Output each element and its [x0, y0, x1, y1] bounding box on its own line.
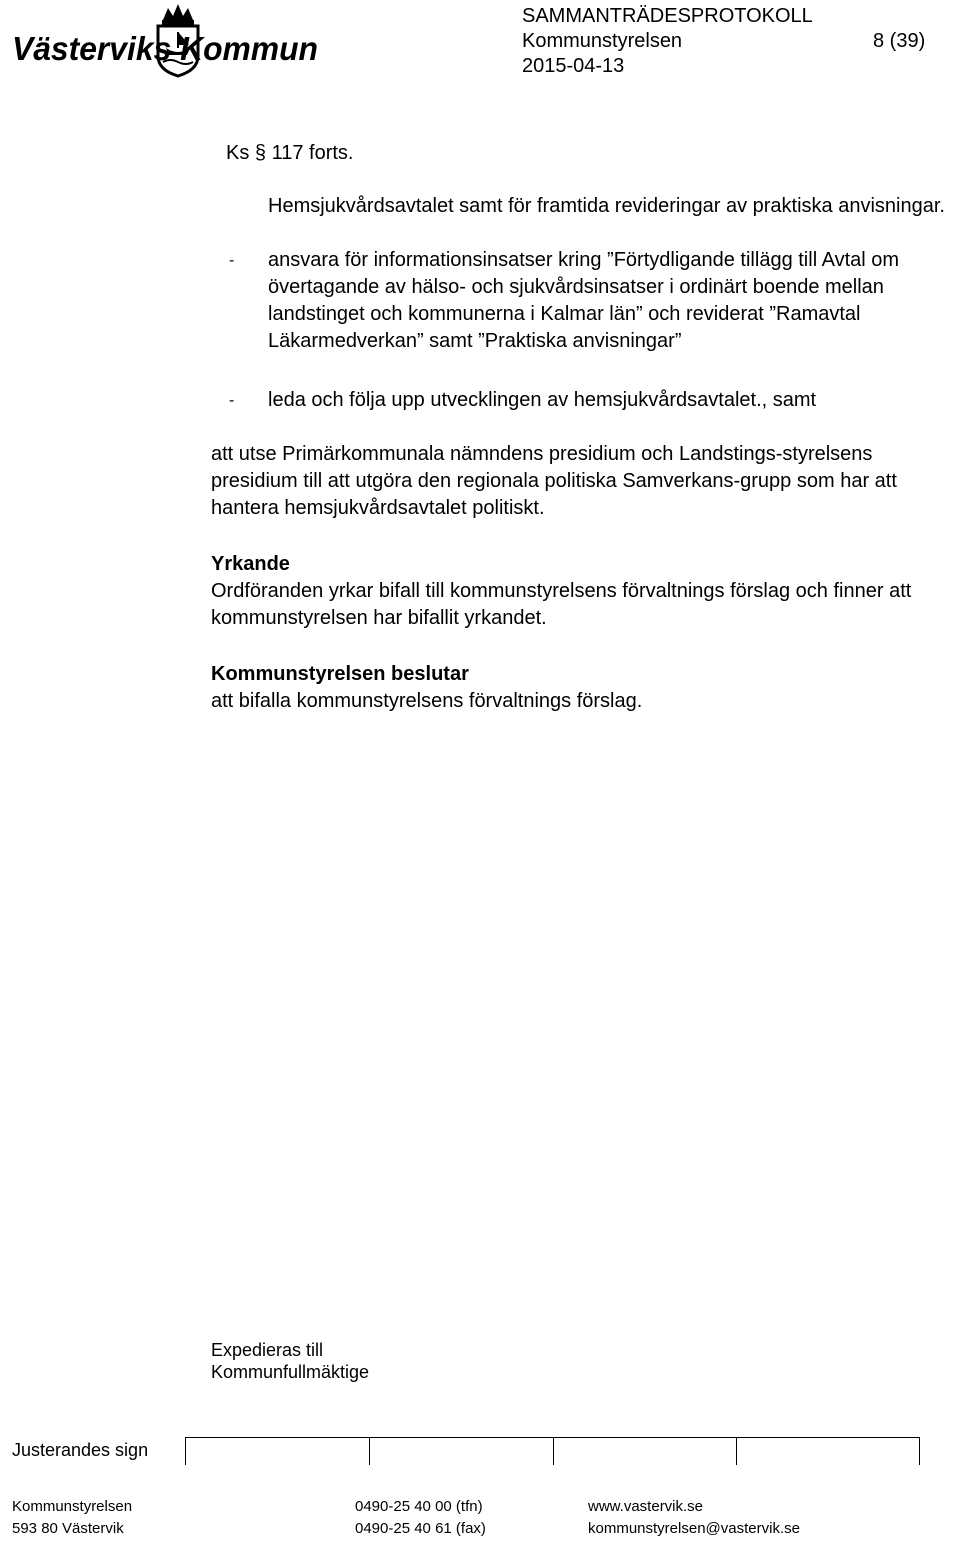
- att-paragraph: att utse Primärkommunala nämndens presidium och Landstings-styrelsens presidium till att utgöra den regionala politiska Samverkans-grupp som har att hantera hemsjukvårdsavtalet politiskt.: [211, 443, 897, 519]
- footer-fax: 0490-25 40 61 (fax): [355, 1520, 486, 1537]
- signature-box-divider: [553, 1437, 554, 1465]
- municipality-logo: [8, 0, 328, 78]
- distribution-label: Expedieras till: [211, 1340, 324, 1360]
- signature-box-divider: [736, 1437, 737, 1465]
- section-reference: Ks § 117 forts.: [226, 142, 354, 164]
- signature-box-divider: [369, 1437, 370, 1465]
- footer-website: www.vastervik.se: [588, 1498, 704, 1515]
- decision-heading: Kommunstyrelsen beslutar: [211, 663, 469, 685]
- signature-label: Justerandes sign: [12, 1440, 149, 1460]
- intro-paragraph: Hemsjukvårdsavtalet samt för framtida revideringar av praktiska anvisningar.: [268, 195, 945, 217]
- distribution-recipient: Kommunfullmäktige: [211, 1362, 370, 1382]
- footer-address: 593 80 Västervik: [12, 1520, 124, 1537]
- dash-item-information: ansvara för informationsinsatser kring ”Förtydligande tillägg till Avtal om övertagande av hälso- och sjukvårdsinsatser i ordinärt boende mellan landstinget och kommunerna i Kalmar län” och reviderat ”Ramavtal Läkarmedverkan” samt ”Praktiska anvisningar”: [268, 249, 900, 352]
- signature-box-divider: [185, 1437, 186, 1465]
- signature-line: [185, 1437, 919, 1438]
- yrkande-text: Ordföranden yrkar bifall till kommunstyrelsens förvaltnings förslag och finner att kommunstyrelsen har bifallit yrkandet.: [211, 580, 912, 629]
- footer-org: Kommunstyrelsen: [12, 1498, 133, 1515]
- logo-wordmark: Västerviks Kommun: [12, 30, 318, 67]
- page-number: 8 (39): [873, 30, 926, 52]
- footer-phone: 0490-25 40 00 (tfn): [355, 1498, 483, 1515]
- signature-box-divider: [919, 1437, 920, 1465]
- dash-item-follow-up: leda och följa upp utvecklingen av hemsjukvårdsavtalet., samt: [268, 389, 817, 411]
- board-name: Kommunstyrelsen: [522, 30, 683, 52]
- footer-email: kommunstyrelsen@vastervik.se: [588, 1520, 800, 1537]
- document-type: SAMMANTRÄDESPROTOKOLL: [522, 5, 813, 27]
- decision-text: att bifalla kommunstyrelsens förvaltnings förslag.: [211, 690, 643, 712]
- dash-bullet: -: [229, 392, 235, 409]
- meeting-date: 2015-04-13: [522, 55, 625, 77]
- dash-bullet: -: [229, 252, 235, 269]
- yrkande-heading: Yrkande: [211, 553, 290, 575]
